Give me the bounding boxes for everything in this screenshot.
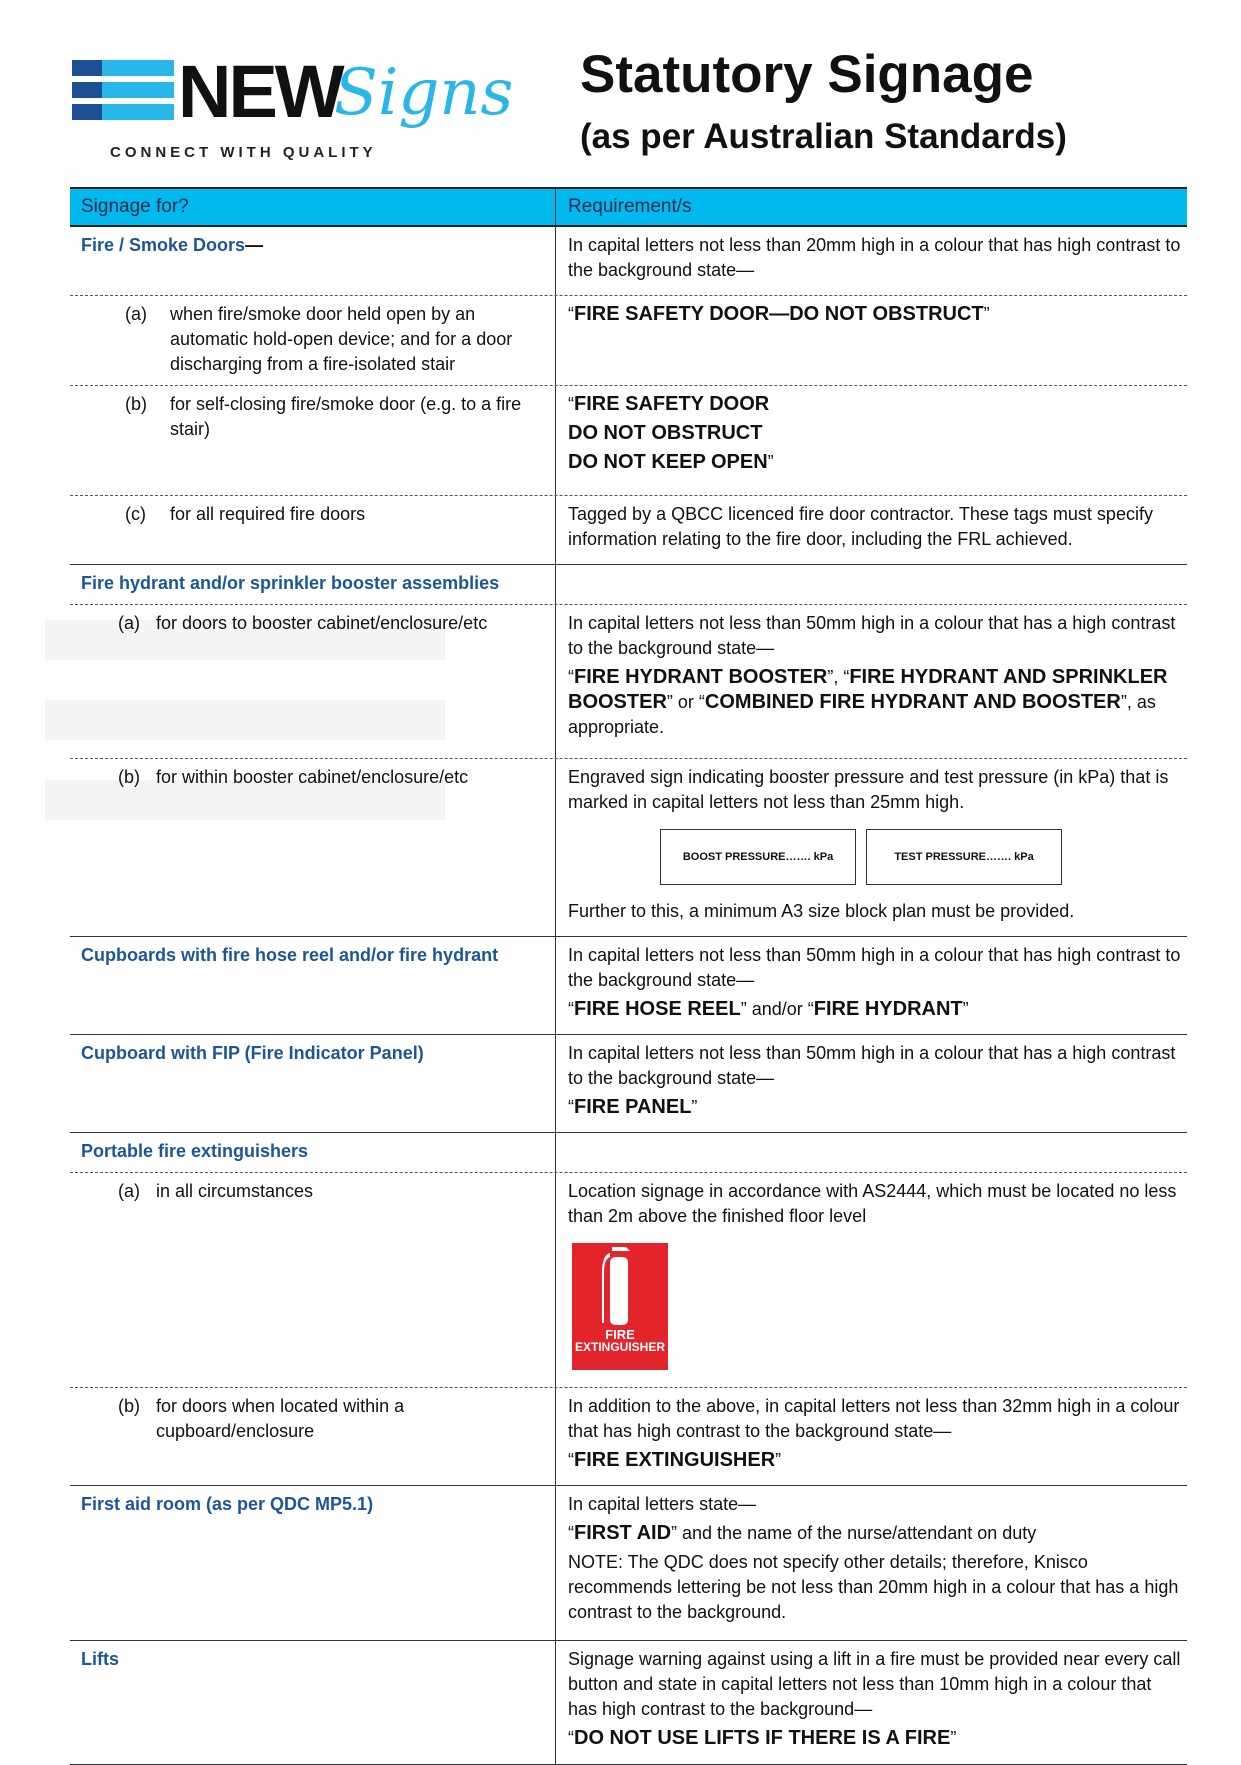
requirement-paragraph [568, 1726, 1181, 1751]
requirement-text: “ [568, 1097, 574, 1117]
requirement-text: ” [767, 452, 774, 472]
item-label: (a) [125, 304, 147, 324]
sign-wording: FIRE HYDRANT AND SPRINKLER BOOSTER [568, 666, 1168, 713]
signage-cell [70, 496, 556, 564]
requirement [556, 1035, 1187, 1132]
item-text: for self-closing fire/smoke door (e.g. to a fire stair) [170, 394, 522, 439]
boost-pressure-tag: BOOST PRESSURE……. kPa [660, 829, 856, 885]
row-heading-suffix: — [245, 235, 264, 255]
requirement-paragraph [568, 450, 1181, 475]
requirement-text: ” or “ [666, 692, 705, 712]
row-heading-text: First aid room (as per QDC MP5.1) [81, 1494, 374, 1514]
table-row [70, 1035, 1187, 1133]
table-row [70, 296, 1187, 386]
item-label: (c) [125, 504, 146, 524]
item-text: for doors when located within a cupboard/enclosure [156, 1396, 405, 1441]
requirement [556, 1133, 1187, 1172]
requirement-paragraph [568, 1095, 1181, 1120]
signage-cell [70, 1388, 556, 1485]
requirement-paragraph [568, 943, 1181, 993]
sign-wording: FIRE HOSE REEL [574, 998, 741, 1020]
table-row [70, 1388, 1187, 1486]
sign-line2: EXTINGUISHER [574, 1340, 665, 1354]
requirement-text: In addition to the above, in capital letters not less than 32mm high in a colour that has high contrast to the background state— [568, 1396, 1180, 1441]
requirement-text: “ [568, 1523, 574, 1543]
table-row [70, 605, 1187, 759]
requirement-text: ” [983, 304, 990, 324]
item-label: (a) [118, 1181, 140, 1201]
table-row [70, 227, 1187, 296]
requirement-text: ” [775, 1450, 782, 1470]
requirement-paragraph [568, 665, 1181, 740]
logo [72, 50, 514, 172]
table-row [70, 386, 1187, 496]
requirement [556, 1173, 1187, 1387]
requirement-paragraph [568, 1179, 1181, 1229]
row-heading-text: Portable fire extinguishers [81, 1141, 309, 1161]
requirement-text: In capital letters not less than 20mm high in a colour that has high contrast to the background state— [568, 235, 1181, 280]
row-heading [81, 943, 498, 1026]
signage-cell [70, 937, 556, 1034]
requirement [556, 1641, 1187, 1764]
sign-wording: FIRE PANEL [574, 1096, 692, 1118]
col-header-signage: Signage for? [70, 189, 556, 225]
row-heading-text: Fire / Smoke Doors [81, 235, 246, 255]
signage-cell [70, 565, 556, 604]
requirement [556, 937, 1187, 1034]
table-row [70, 937, 1187, 1035]
requirement-text: ” [950, 1728, 957, 1748]
requirement [556, 296, 1187, 385]
requirement-text: Engraved sign indicating booster pressure and test pressure (in kPa) that is marked in capital letters not less than 25mm high. [568, 767, 1169, 812]
requirement-text: ” and/or “ [740, 999, 814, 1019]
requirement-paragraph [568, 421, 1181, 446]
table-row [70, 1173, 1187, 1388]
signage-table [70, 187, 1187, 1765]
signage-cell [70, 1035, 556, 1132]
table-row [70, 565, 1187, 605]
sign-wording: DO NOT OBSTRUCT [568, 422, 763, 444]
signage-cell [70, 227, 556, 295]
table-row [70, 1641, 1187, 1765]
table-row [70, 496, 1187, 565]
requirement-text: ”, “ [827, 667, 850, 687]
page-subtitle: (as per Australian Standards) [580, 117, 1067, 156]
requirement-paragraph [568, 765, 1181, 815]
row-heading-text: Lifts [81, 1649, 119, 1669]
requirement-text: NOTE: The QDC does not specify other details; therefore, Knisco recommends lettering be not less than 20mm high in a colour that has a high contrast to the background. [568, 1552, 1179, 1622]
sign-wording: FIRE HYDRANT [813, 998, 963, 1020]
row-heading [81, 1041, 424, 1124]
requirement-text: “ [568, 304, 574, 324]
requirement-paragraph [568, 392, 1181, 417]
fire-extinguisher-icon [596, 1243, 636, 1328]
requirement-footer: Further to this, a minimum A3 size block plan must be provided. [568, 901, 1075, 921]
requirement-text: Signage warning against using a lift in a fire must be provided near every call button and state in capital letters not less than 10mm high in a colour that has high contrast to the background— [568, 1649, 1181, 1719]
sign-line1: FIRE [605, 1327, 635, 1342]
requirement-text: In capital letters not less than 50mm high in a colour that has high contrast to the background state— [568, 945, 1181, 990]
item-label: (a) [118, 613, 140, 633]
item-text: for within booster cabinet/enclosure/etc [156, 767, 469, 787]
signage-cell [70, 605, 556, 758]
row-heading-text: Cupboards with fire hose reel and/or fire hydrant [81, 945, 499, 965]
signage-cell [70, 1173, 556, 1387]
item-text: when fire/smoke door held open by an automatic hold-open device; and for a door discharging from a fire-isolated stair [170, 304, 513, 374]
requirement-paragraph [568, 1041, 1181, 1091]
requirement [556, 1388, 1187, 1485]
signage-cell [70, 1641, 556, 1764]
test-pressure-tag: TEST PRESSURE……. kPa [866, 829, 1062, 885]
requirement [556, 759, 1187, 936]
item-label: (b) [125, 394, 147, 414]
requirement-text: Tagged by a QBCC licenced fire door contractor. These tags must specify information relating to the fire door, including the FRL achieved. [568, 504, 1153, 549]
row-heading-text: Fire hydrant and/or sprinkler booster assemblies [81, 573, 500, 593]
requirement-text: In capital letters not less than 50mm high in a colour that has a high contrast to the background state— [568, 613, 1176, 658]
item-label: (b) [118, 1396, 140, 1416]
table-header [70, 187, 1187, 227]
requirement-text: ” and the name of the nurse/attendant on duty [671, 1523, 1037, 1543]
requirement-text: In capital letters not less than 50mm high in a colour that has a high contrast to the background state— [568, 1043, 1176, 1088]
table-row [70, 759, 1187, 937]
requirement-paragraph [568, 997, 1181, 1022]
requirement-text: “ [568, 394, 574, 414]
requirement-text: “ [568, 1450, 574, 1470]
signage-cell [70, 1133, 556, 1172]
pressure-tags [660, 829, 1181, 885]
requirement-text: “ [568, 1728, 574, 1748]
signage-cell [70, 386, 556, 495]
row-heading [81, 1647, 119, 1756]
requirement-paragraph [568, 1448, 1181, 1473]
sign-wording: FIRE SAFETY DOOR—DO NOT OBSTRUCT [574, 303, 984, 325]
row-heading [81, 571, 499, 596]
fire-extinguisher-sign [572, 1243, 668, 1370]
signage-cell [70, 759, 556, 936]
requirement-paragraph [568, 1647, 1181, 1722]
requirement-paragraph [568, 1394, 1181, 1444]
sign-wording: FIRE EXTINGUISHER [574, 1449, 776, 1471]
logo-tagline: CONNECT WITH QUALITY [110, 144, 377, 161]
requirement-text: ” [691, 1097, 698, 1117]
logo-new-text: NEW [178, 50, 342, 133]
requirement-text: “ [568, 667, 574, 687]
item-text: in all circumstances [156, 1181, 314, 1201]
signage-cell [70, 296, 556, 385]
requirement [556, 496, 1187, 564]
row-heading [81, 1139, 308, 1164]
row-heading-text: Cupboard with FIP (Fire Indicator Panel) [81, 1043, 424, 1063]
requirement-paragraph [568, 1492, 1181, 1517]
requirement-text: ” [962, 999, 969, 1019]
requirement-paragraph [568, 1521, 1181, 1546]
sign-wording: FIRE SAFETY DOOR [574, 393, 770, 415]
sign-wording: FIRE HYDRANT BOOSTER [574, 666, 828, 688]
table-row [70, 1133, 1187, 1173]
sign-wording: COMBINED FIRE HYDRANT AND BOOSTER [704, 691, 1121, 713]
sign-wording: DO NOT KEEP OPEN [568, 451, 768, 473]
requirement-paragraph [568, 233, 1181, 283]
item-text: for all required fire doors [170, 504, 366, 524]
sign-wording: FIRST AID [574, 1522, 672, 1544]
requirement-text: ”, as appropriate. [568, 692, 1156, 737]
requirement-paragraph [568, 302, 1181, 327]
requirement-paragraph [568, 611, 1181, 661]
requirement [556, 605, 1187, 758]
requirement [556, 1486, 1187, 1640]
requirement [556, 227, 1187, 295]
requirement-text: “ [568, 999, 574, 1019]
requirement [556, 386, 1187, 495]
row-heading [81, 1492, 373, 1632]
page-title: Statutory Signage [580, 45, 1034, 104]
requirement-text: Location signage in accordance with AS2444, which must be located no less than 2m above the finished floor level [568, 1181, 1177, 1226]
signage-cell [70, 1486, 556, 1640]
requirement [556, 565, 1187, 604]
requirement-paragraph [568, 502, 1181, 552]
requirement-text: In capital letters state— [568, 1494, 757, 1514]
requirement-paragraph [568, 1550, 1181, 1625]
logo-signs-text: Signs [334, 56, 514, 130]
item-label: (b) [118, 767, 140, 787]
col-header-requirements: Requirement/s [568, 196, 692, 217]
item-text: for doors to booster cabinet/enclosure/etc [156, 613, 488, 633]
row-heading [81, 233, 263, 287]
table-row [70, 1486, 1187, 1641]
sign-wording: DO NOT USE LIFTS IF THERE IS A FIRE [574, 1727, 951, 1749]
